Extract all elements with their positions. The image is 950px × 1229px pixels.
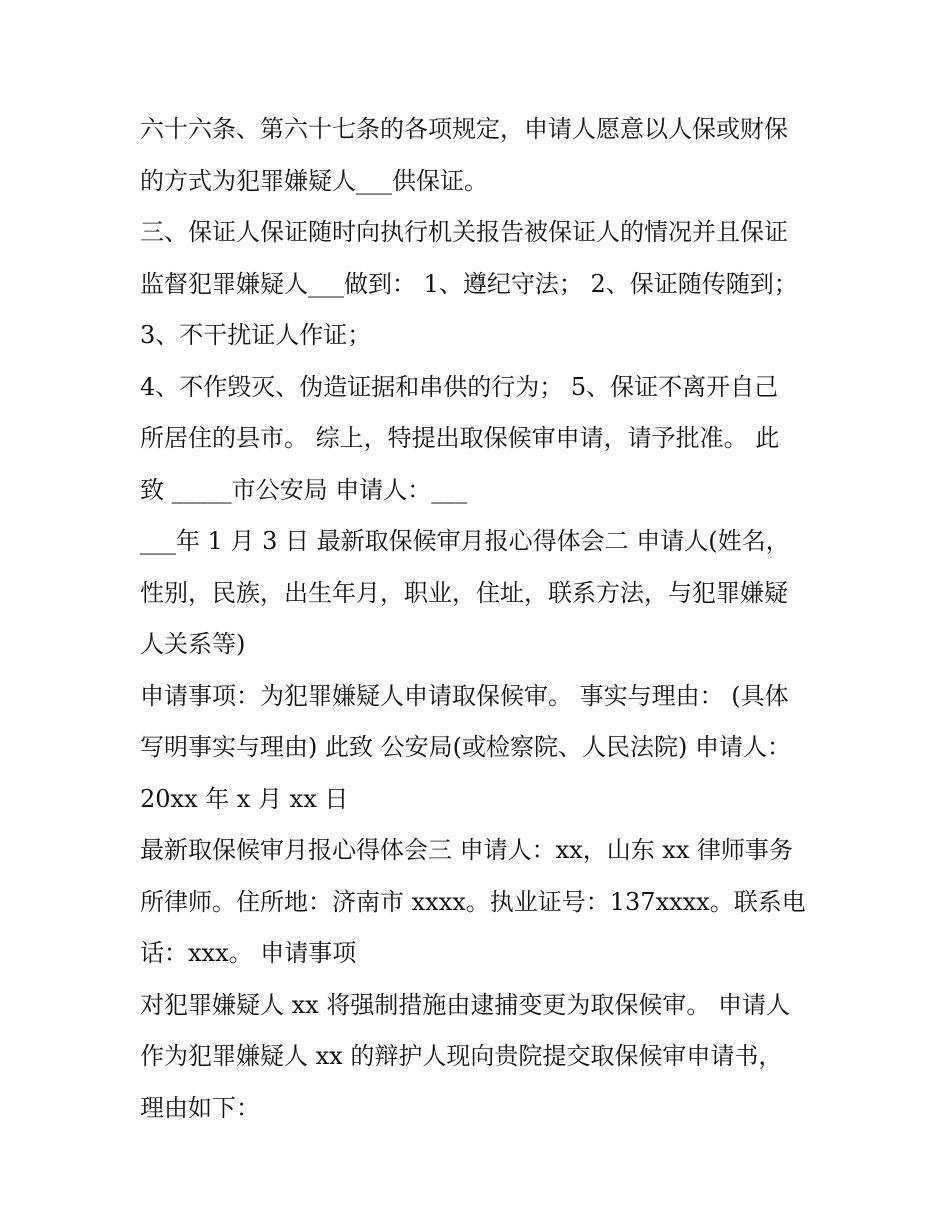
text-line: 六十六条、第六十七条的各项规定，申请人愿意以人保或财保 [140, 115, 788, 143]
text-line: 性别，民族，出生年月，职业，住址，联系方法，与犯罪嫌疑 [140, 578, 788, 607]
text-line: 致 _____市公安局 申请人：___ [140, 475, 468, 504]
text-line: 20xx 年 x 月 xx 日 [140, 784, 349, 813]
text-line: 所居住的县市。 综上，特提出取保候审申请，请予批准。 此 [140, 424, 780, 452]
text-line: 的方式为犯罪嫌疑人___供保证。 [140, 166, 488, 195]
text-line: 对犯罪嫌疑人 xx 将强制措施由逮捕变更为取保候审。 申请人 [140, 990, 790, 1019]
text-line: 理由如下： [140, 1093, 260, 1122]
text-line: 申请事项：为犯罪嫌疑人申请取保候审。 事实与理由： (具体 [140, 681, 789, 710]
text-line: 话：xxx。 申请事项 [140, 939, 357, 967]
document-body [140, 104, 820, 1134]
text-line: 4、不作毁灭、伪造证据和串供的行为； 5、保证不离开自己 [140, 372, 779, 401]
text-line: 3、不干扰证人作证； [140, 321, 372, 349]
text-line: 最新取保候审月报心得体会三 申请人：xx，山东 xx 律师事务 [140, 836, 794, 864]
text-line: ___年 1 月 3 日 最新取保候审月报心得体会二 申请人(姓名， [140, 527, 790, 555]
text-line: 监督犯罪嫌疑人___做到： 1、遵纪守法； 2、保证随传随到； [140, 269, 798, 298]
text-line: 人关系等) [140, 630, 246, 658]
text-line: 作为犯罪嫌疑人 xx 的辩护人现向贵院提交取保候审申请书， [140, 1042, 783, 1070]
text-line: 写明事实与理由) 此致 公安局(或检察院、人民法院) 申请人： [140, 733, 791, 761]
text-line: 三、保证人保证随时向执行机关报告被保证人的情况并且保证 [140, 218, 788, 246]
text-line: 所律师。住所地：济南市 xxxx。执业证号：137xxxx。联系电 [140, 887, 806, 916]
